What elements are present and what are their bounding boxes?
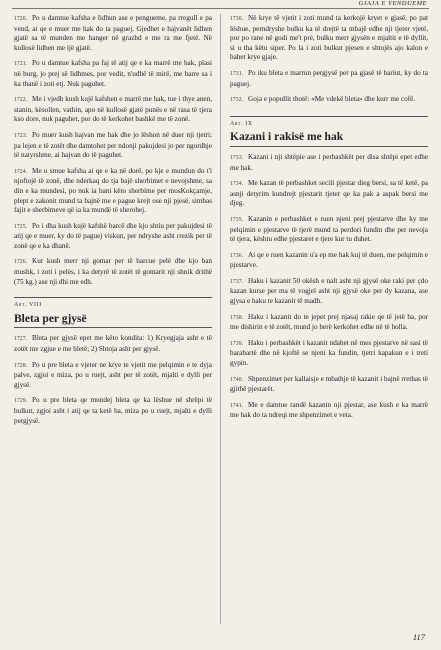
title-rule [14,327,212,328]
right-top-paragraphs [230,14,428,106]
paragraph-number: 1725. [14,223,28,230]
running-head: GJAJA E VENDUEME [355,0,427,7]
article-paragraph [230,401,428,421]
paragraph-number: 1727. [14,336,28,343]
paragraph-number: 1720. [14,16,28,22]
paragraph-text: Po muer kush hajvan me hak dhe jo lëshon në duer nji tjetri; pa lejen e të zotët dhe damtohet per ndonji pakujdesi jo per ngordhje të natyrshme, ai hajvan do të paguhet. [14,130,212,160]
article-paragraph [230,277,428,307]
header-rule [12,8,429,9]
paragraph-number: 1733. [230,154,244,161]
article-paragraph [230,153,428,173]
article-paragraph [230,14,428,63]
article-ix-paragraphs [230,153,428,421]
paragraph-text: Po iku bleta e marrun pergjysë per pa gjasë të bariut, ky do ta paguej. [230,68,428,88]
paragraph-number: 1732. [230,97,244,104]
paragraph-number: 1736. [230,252,244,259]
article-viii-paragraphs [14,334,212,426]
paragraph-number: 1741. [230,402,244,409]
article-paragraph [14,167,212,216]
right-column [230,14,428,427]
paragraph-number: 1735. [230,216,244,223]
column-divider [220,14,221,624]
article-paragraph [14,131,212,161]
page-number: 117 [412,632,425,642]
paragraph-number: 1728. [14,362,28,369]
paragraph-number: 1730. [230,16,244,22]
paragraph-number: 1729. [14,398,28,405]
paragraph-number: 1738. [230,314,244,321]
article-paragraph [14,14,212,53]
paragraph-number: 1724. [14,168,28,175]
paragraph-text: Në krye të vjetit i zoti mund ta kerkojë kryet e gjasë, po pat lëshue, perndryshe bulku ka të drejtë ta mbajë edhe nji tjeter vjetë, por po rane në godi me't pré, bulku merr gjysën e mjaltit e të dyllit, si u tha këtu siper. Po la i zoti bulkut pjesen e shtojës ajo kalon e bahet krye gjaje. [230,14,428,62]
paragraph-text: Po i dha kush kujë kafshë barcë dhe kjo shtiu per pakujdesi të atij qe e muer, ky do të paguej viskun, per ndryshe asht rrezik per të zonë qe e ka dhanë. [14,221,212,250]
article-paragraph [14,222,212,252]
article-paragraph [230,375,428,395]
paragraph-text: Po u pre bleta e vjeter ne krye te vjetit me pelqimin e te dyja palve, zgjoi e miza, po u ruejt, asht per të zotët, mjalti e dylli per gjysë. [14,360,212,389]
article-paragraph [14,361,212,391]
article-paragraph [230,339,428,369]
paragraph-number: 1721. [14,61,28,68]
paragraph-number: 1740. [230,376,244,383]
article-paragraph [230,215,428,245]
paragraph-text: Me i vjedh kush kujë kafshen e marrë me hak, tue i thye anen, stanin, kësollen, vathin, apo në kullosë gjatë punës e në rasa të tjera kso dore, nuk paguhet, por do të kerkohet bashkë me të zonë. [14,95,212,124]
article-paragraph [14,257,212,287]
paragraph-text: Haku i kazanit 50 okësh e nalt asht nji gjysë oke raki per çdo kazan kurse per ma të vogjel asht nji gjysë oke per dy kazana, ase gjysa e haku te kazanit të madh. [230,276,428,306]
paragraph-number: 1734. [230,181,244,188]
paragraph-text: Me u smue kafsha ai qe e ka në dorë, po kje e mundun do t'i njoftojë të zonë, dhe nderkaq do tja bajë sherbimet e nevojshme, sa din e ka mundesi, po nuk ia bani këto sherbime per mosKokçamje, plept e zakonit mund ta bajnë me e pague krejt ose nji pjesë, simbas fajit e sherbimeve që ia ka mundë të sherohej. [14,166,212,215]
left-column [14,14,212,432]
paragraph-text: Po u pre bleta qe mundej bleta qe ka lëshue në shrëpi të bulkut, zgjoi asht i atij qe ta ketë ba, miza po u ruejt, mjalti e dylli pergjysë. [14,396,212,425]
paragraph-text: Kur kush merr nji gomar per të barcue pelë dhe kjo ban mushk, i zoti i pelës, i ka detyrë të zotët të gomarit nji shnik drithë (75 kg.) ase nji dhi me edh. [14,257,212,286]
paragraph-number: 1726. [14,259,28,266]
paragraph-number: 1731. [230,70,244,77]
title-rule [230,146,428,147]
article-paragraph [230,69,428,89]
paragraph-text: Po u damtue kafsha e lidhun ase e pengueme, pa rregull e pa vend, ai qe e muer me hak do ta paguej. Gjedhet e hajvanët lidhen gjatë sa të munden me hanger në grazhd e me ra me fjetë. Në kullosë lidhen me ijë gjatë. [14,14,212,52]
article-paragraph [230,251,428,271]
paragraph-number: 1722. [14,97,28,104]
article-label: Art. VIII [14,302,42,309]
article-paragraph [14,396,212,426]
article-paragraph [230,95,428,106]
paragraph-number: 1739. [230,340,244,347]
paragraph-text: Haku i kazanit do te jepet prej njasaj rakie qe të jetë ba, por me dishirin e të zotët, mund jo herë kerkohet edhe në të holla. [230,312,428,332]
paragraph-text: Haku i perbashkët i kazanit ndahet në mes pjestarve në sasi të barabartë dhe në kjoftë se njeni ka fundin, tjetri kapakun e i treti gypin. [230,338,428,368]
article-viii [14,297,212,311]
paragraph-text: Me kazan të perbashket secili pjestar dieg bersi, sa të ketë, pa asnji detyrim kundrejt pjestarit tjeter qe ka pak a aspak bersi me djeg. [230,179,428,208]
paragraph-text: Me e damtue randë kazanin nji pjestar, ase kush e ka marrë me hak do ta ndreqi me shpenzimet e veta. [230,400,428,420]
paragraph-text: Bleta per gjysë epet me këto kondita: 1) Kryegjaja asht e të zotët me zgjue e me bletë; 2) Shtoja asht per gjysë. [14,334,212,354]
article-paragraph [230,313,428,333]
section-title: Bleta per gjysë [14,312,87,325]
left-top-paragraphs [14,14,212,287]
paragraph-text: Kazanin e perbashket e ruen njeni prej pjestarve dhe ky me pelqimin e pjestarve të tjerë mund ta perdori fundin dhe per nevoja të tjera, kështu edhe pjestaret e tjere kur tu duhet. [230,214,428,244]
paragraph-text: Ai qe e ruen kazanin u'a ep me hak kuj të duen, me pelqimin e pjestarve. [230,250,428,270]
paragraph-text: Kazani i nji shtëpie ase i perbashkët per disa shtëpi epet edhe me hak. [230,152,428,172]
article-paragraph [14,59,212,89]
article-label: Art. IX [230,120,253,127]
paragraph-number: 1723. [14,132,28,139]
article-ix [230,116,428,130]
section-title: Kazani i rakisë me hak [230,131,344,144]
paragraph-number: 1737. [230,278,244,285]
paragraph-text: Po u damtue kafsha pa faj të atij qe e ka marrë me hak, plasi në burg, jo prej së lidhmes, por vedit, n'udhë të mirë, me barre sa i ka thanë i zoti etj. Nuk paguhet. [14,59,212,88]
paragraph-text: Goja e popullit thotë: «Me vdekë bleta» dhe kurr me cofë. [248,95,416,104]
paragraph-text: Shpenzimet per kallaisje e mbathje të kazanit i bajnë rrethas të gjithë pjestarët. [230,374,428,394]
article-paragraph [230,179,428,209]
article-paragraph [14,334,212,354]
article-paragraph [14,95,212,125]
